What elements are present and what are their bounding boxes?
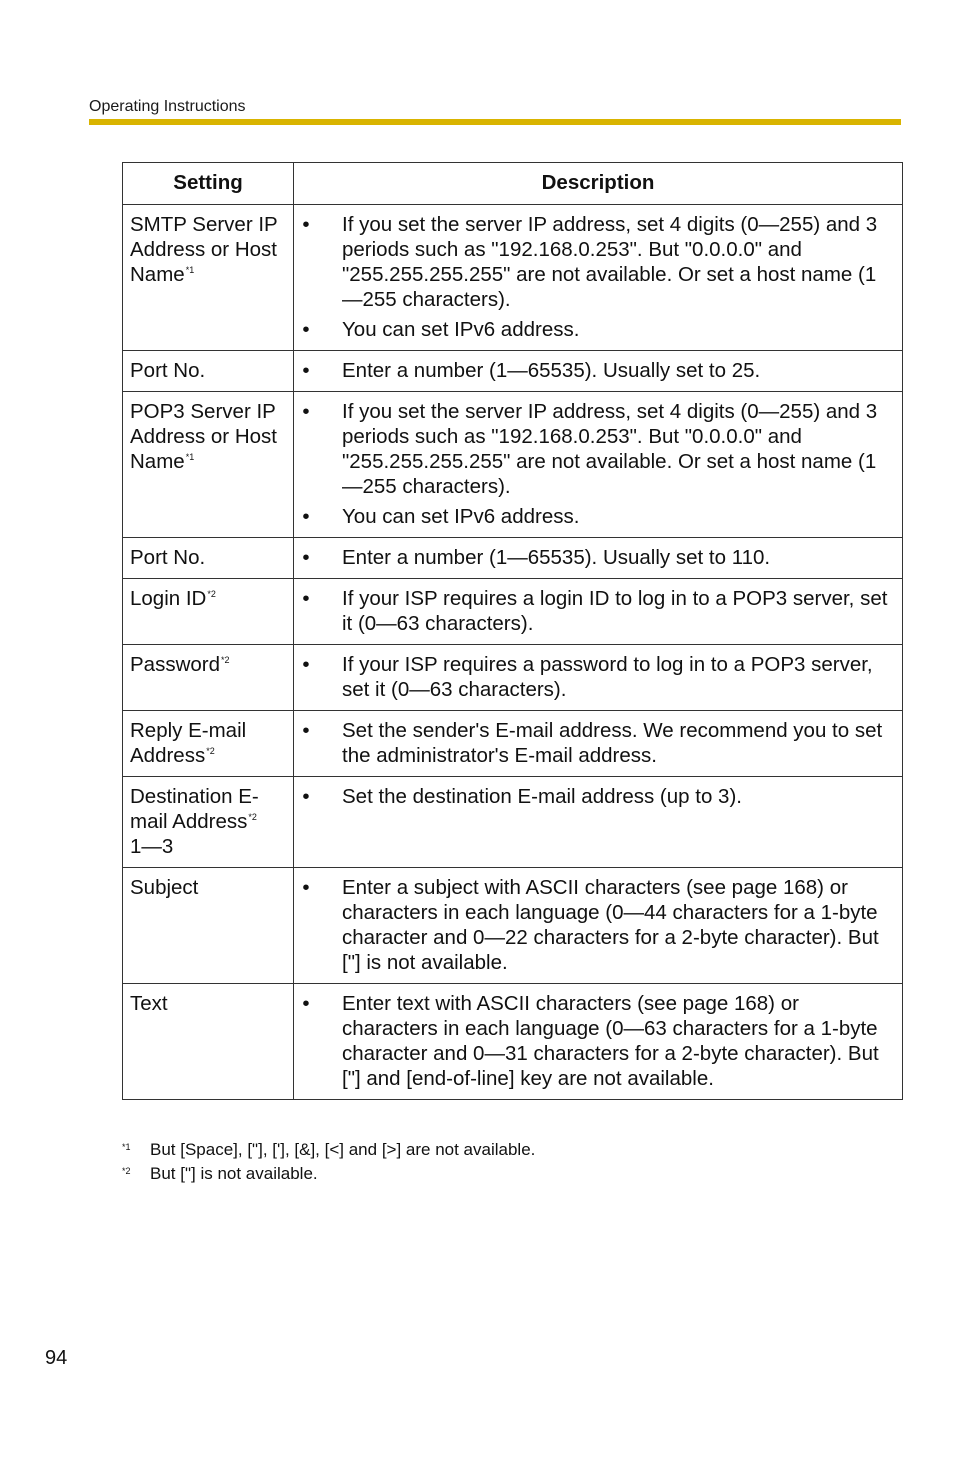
bullet-icon: •	[302, 318, 310, 341]
table-row	[123, 579, 903, 645]
description-cell	[294, 777, 903, 868]
bullet-icon: •	[302, 359, 310, 382]
bullet-icon: •	[302, 719, 310, 742]
description-cell	[294, 538, 903, 579]
table-row	[123, 351, 903, 392]
description-cell	[294, 392, 903, 538]
setting-cell	[123, 711, 294, 777]
settings-table	[122, 162, 903, 1100]
setting-name: Subject	[130, 876, 199, 899]
table-row	[123, 645, 903, 711]
setting-cell	[123, 777, 294, 868]
setting-name: Reply E-mail Address	[130, 719, 247, 767]
setting-cell	[123, 579, 294, 645]
table-row	[123, 984, 903, 1100]
setting-cell	[123, 351, 294, 392]
description-cell	[294, 984, 903, 1100]
list-item	[299, 718, 892, 768]
setting-name: Text	[130, 992, 168, 1015]
footnote-mark: *1	[122, 1142, 131, 1152]
footnote-item	[122, 1138, 902, 1162]
list-item	[299, 784, 892, 809]
table-row	[123, 711, 903, 777]
table-row	[123, 868, 903, 984]
description-list	[299, 358, 892, 383]
setting-cell	[123, 868, 294, 984]
footnote-text: But [Space], ["], ['], [&], [<] and [>] are not available.	[150, 1140, 536, 1159]
description-cell	[294, 645, 903, 711]
list-item	[299, 504, 892, 529]
setting-cell	[123, 645, 294, 711]
description-cell	[294, 351, 903, 392]
list-item	[299, 212, 892, 312]
footnote-text: But ["] is not available.	[150, 1164, 318, 1183]
description-text: Enter a number (1—65535). Usually set to 25.	[342, 359, 761, 382]
description-list	[299, 586, 892, 636]
list-item	[299, 652, 892, 702]
setting-name: Port No.	[130, 359, 206, 382]
page-number: 94	[45, 1347, 68, 1369]
description-text: You can set IPv6 address.	[342, 505, 580, 528]
list-item	[299, 399, 892, 499]
description-text: Enter a subject with ASCII characters (see page 168) or characters in each language (0—44 characters for a 1-byte character and 0—22 characters for a 2-byte character). But ["] is not available.	[342, 876, 879, 974]
description-list	[299, 652, 892, 702]
list-item	[299, 545, 892, 570]
description-text: Set the sender's E-mail address. We recommend you to set the administrator's E-mail address.	[342, 719, 883, 767]
description-cell	[294, 579, 903, 645]
list-item	[299, 358, 892, 383]
footnote-marker: *2	[221, 655, 230, 665]
setting-name: Port No.	[130, 546, 206, 569]
footnote-marker: *1	[185, 452, 195, 462]
list-item	[299, 586, 892, 636]
setting-suffix: 1—3	[130, 835, 174, 858]
bullet-icon: •	[302, 213, 310, 236]
setting-name: POP3 Server IP Address or Host Name	[130, 400, 277, 473]
setting-name: Password	[130, 653, 221, 676]
description-text: Enter text with ASCII characters (see page 168) or characters in each language (0—63 characters for a 1-byte character and 0—31 characters for a 2-byte character). But ["] and [end-of-line] key are not available.	[342, 992, 879, 1090]
column-header-description: Description	[294, 163, 903, 205]
footnote-marker: *2	[207, 589, 216, 599]
bullet-icon: •	[302, 785, 310, 808]
running-header: Operating Instructions	[89, 98, 246, 115]
description-list	[299, 718, 892, 768]
table-row	[123, 777, 903, 868]
bullet-icon: •	[302, 546, 310, 569]
footnote-marker: *2	[206, 746, 215, 756]
setting-cell	[123, 984, 294, 1100]
bullet-icon: •	[302, 653, 310, 676]
footnotes	[122, 1138, 902, 1186]
setting-name: SMTP Server IP Address or Host Name	[130, 213, 278, 286]
description-list	[299, 991, 892, 1091]
setting-name: Login ID	[130, 587, 207, 610]
table-body	[123, 205, 903, 1100]
bullet-icon: •	[302, 587, 310, 610]
table-header-row	[123, 163, 903, 205]
table-row	[123, 538, 903, 579]
table-row	[123, 205, 903, 351]
description-list	[299, 212, 892, 342]
description-text: If you set the server IP address, set 4 digits (0—255) and 3 periods such as "192.168.0.253". But "0.0.0.0" and "255.255.255.255" are not available. Or set a host name (1—255 characters).	[342, 213, 878, 311]
footnote-marker: *2	[248, 812, 257, 822]
description-text: Enter a number (1—65535). Usually set to 110.	[342, 546, 771, 569]
bullet-icon: •	[302, 400, 310, 423]
bullet-icon: •	[302, 876, 310, 899]
footnote-mark: *2	[122, 1166, 131, 1176]
footnote-item	[122, 1162, 902, 1186]
setting-cell	[123, 392, 294, 538]
description-text: If your ISP requires a password to log in to a POP3 server, set it (0—63 characters).	[342, 653, 873, 701]
description-list	[299, 399, 892, 529]
list-item	[299, 991, 892, 1091]
description-cell	[294, 868, 903, 984]
description-list	[299, 784, 892, 809]
bullet-icon: •	[302, 505, 310, 528]
list-item	[299, 317, 892, 342]
description-text: You can set IPv6 address.	[342, 318, 580, 341]
setting-name: Destination E-mail Address	[130, 785, 259, 833]
setting-cell	[123, 538, 294, 579]
description-list	[299, 875, 892, 975]
footnote-marker: *1	[185, 265, 195, 275]
list-item	[299, 875, 892, 975]
description-cell	[294, 205, 903, 351]
description-text: Set the destination E-mail address (up to 3).	[342, 785, 742, 808]
description-text: If your ISP requires a login ID to log in to a POP3 server, set it (0—63 characters).	[342, 587, 888, 635]
column-header-setting: Setting	[123, 163, 294, 205]
description-cell	[294, 711, 903, 777]
description-list	[299, 545, 892, 570]
header-rule	[89, 119, 901, 125]
bullet-icon: •	[302, 992, 310, 1015]
table-row	[123, 392, 903, 538]
description-text: If you set the server IP address, set 4 digits (0—255) and 3 periods such as "192.168.0.253". But "0.0.0.0" and "255.255.255.255" are not available. Or set a host name (1—255 characters).	[342, 400, 878, 498]
setting-cell	[123, 205, 294, 351]
